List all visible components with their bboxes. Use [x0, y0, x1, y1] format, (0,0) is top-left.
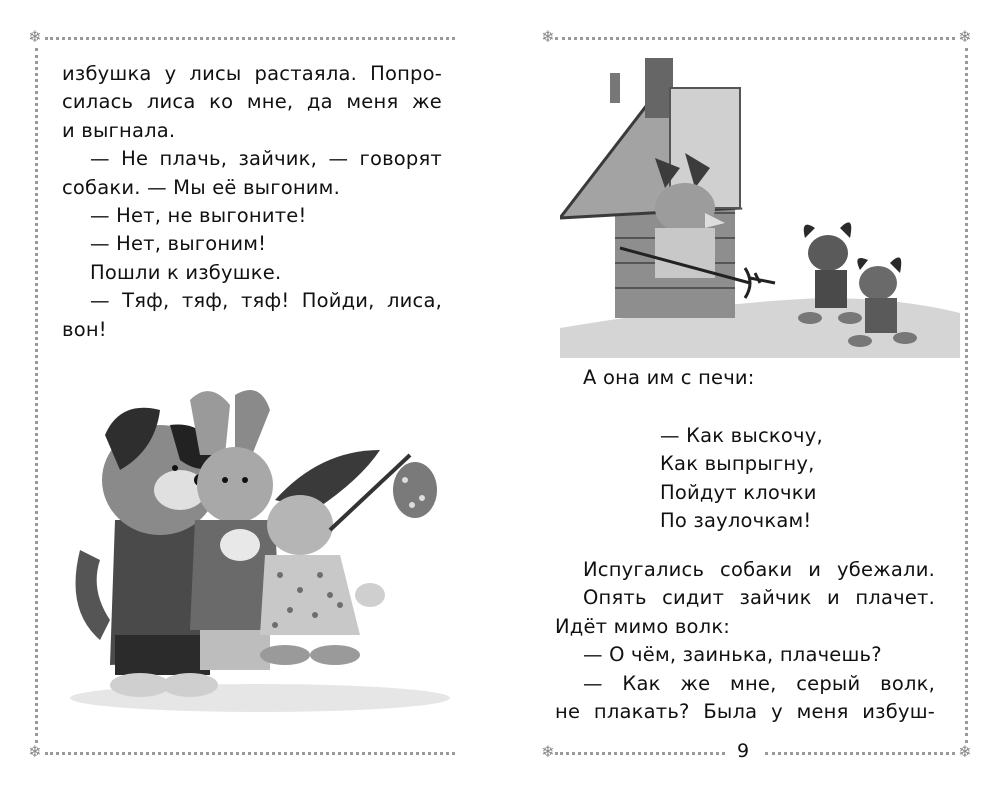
text-line: — Не плачь, зайчик, — говорят: [90, 147, 442, 171]
snowflake-icon: ❄: [958, 742, 972, 761]
text-line: не плакать? Была у меня избуш-: [555, 700, 935, 724]
fox-in-hut-illustration: [560, 48, 965, 358]
text-line: Идёт мимо волк:: [555, 614, 731, 638]
text-line: и выгнала.: [62, 118, 176, 142]
text-line: Пошли к избушке.: [90, 260, 282, 284]
right-page-text: [555, 364, 935, 392]
snowflake-icon: ❄: [28, 742, 42, 761]
dogs-and-hare-illustration: [60, 380, 460, 720]
text-line: — Нет, не выгоните!: [90, 204, 307, 228]
text-line: — Как же мне, серый волк,: [583, 671, 935, 695]
text-line: Испугались собаки и убежали.: [583, 558, 935, 581]
text-line: Опять сидит зайчик и плачет.: [583, 586, 935, 610]
text-line: силась лиса ко мне, да меня же: [62, 90, 442, 114]
verse-line: — Как выскочу,: [660, 424, 823, 447]
verse-line: Как выпрыгну,: [660, 452, 815, 476]
right-page-text-continued: [555, 556, 935, 726]
text-line: собаки. — Мы её выгоним.: [62, 175, 340, 199]
page-number: 9: [737, 740, 750, 762]
snowflake-icon: ❄: [958, 27, 972, 46]
verse-line: Пойдут клочки: [660, 480, 817, 504]
verse-line: По заулочкам!: [660, 509, 812, 533]
snowflake-icon: ❄: [28, 27, 42, 46]
verse-block: [660, 422, 920, 536]
text-line: А она им с печи:: [583, 366, 755, 389]
left-page-text: [62, 60, 442, 344]
text-line: вон!: [62, 317, 107, 341]
snowflake-icon: ❄: [541, 27, 555, 46]
snowflake-icon: ❄: [541, 742, 555, 761]
text-line: — О чём, заинька, плачешь?: [583, 643, 882, 667]
text-line: — Нет, выгоним!: [90, 232, 267, 256]
text-line: — Тяф, тяф, тяф! Пойди, лиса,: [90, 289, 442, 313]
text-line: избушка у лисы растаяла. Попро-: [62, 62, 442, 85]
